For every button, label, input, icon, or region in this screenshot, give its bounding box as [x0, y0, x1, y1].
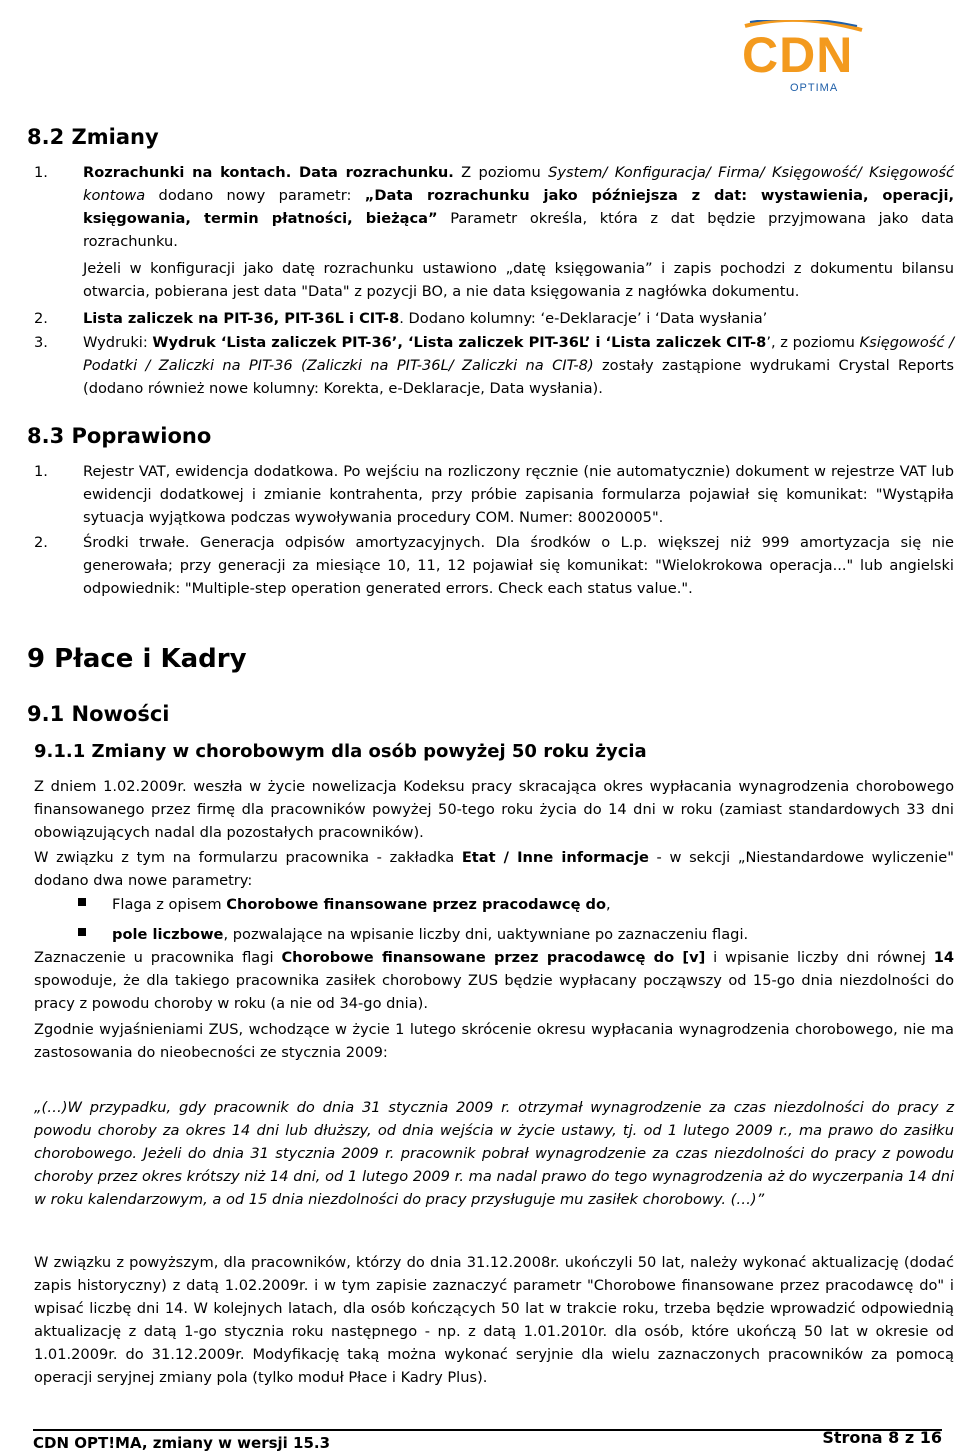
item-text: . Dodano kolumny: ‘e-Deklaracje’ i ‘Data wysłania’ [399, 310, 768, 327]
bullet-item-flaga [112, 893, 952, 916]
section-8-3-heading: 8.3 Poprawiono [27, 424, 212, 448]
bullet-icon [78, 898, 86, 906]
item-text: Wydruki: [83, 334, 153, 351]
logo-brand: CDN [742, 27, 854, 83]
field-name: pole liczbowe [112, 926, 224, 943]
paragraph-zus: Zgodnie wyjaśnieniami ZUS, wchodzące w życie 1 lutego skrócenie okresu wypłacania wynagrodzenia chorobowego, nie ma zastosowania do nieobecności ze stycznia 2009: [34, 1021, 954, 1061]
bullet-text: , pozwalające na wpisanie liczby dni, uaktywniane po zaznaczeniu flagi. [223, 926, 749, 943]
paragraph-formularz [34, 846, 954, 892]
para-text: - w sekcji „Niestandardowe wyliczenie" dodano dwa nowe parametry: [34, 849, 954, 889]
paragraph-aktualizacja: W związku z powyższym, dla pracowników, którzy do dnia 31.12.2008r. ukończyli 50 lat, należy wykonać aktualizację (dodać zapis historyczny) z datą 1.02.2009r. i w tym zapisie zaznaczyć parametr "Chorobowe finansowane przez pracodawcę do" i wpisać liczbę dni 14. W kolejnych latach, dla osób kończących 50 lat w trakcie roku, trzeba będzie wprowadzić odpowiednią aktualizację z datą 1-go stycznia roku następnego - np. z datą 1.01.2010r. dla osób, które ukończą 50 lat w okresie od 1.01.2009r. do 31.12.2009r. Modyfikację taką można wykonać seryjnie dla wielu zaznaczonych pracowników za pomocą operacji seryjnej zmiany pola (tylko moduł Płace i Kadry Plus). [34, 1254, 954, 1386]
menu-path: Księgowość / Podatki / Zaliczki na PIT-36 (Zaliczki na PIT-36L/ Zaliczki na CIT-8) [83, 334, 954, 374]
footer-product-version: CDN OPT!MA, zmiany w wersji 15.3 [33, 1434, 331, 1452]
footer-divider [33, 1429, 942, 1431]
item-text: Parametr określa, która z dat będzie przyjmowana jako data rozrachunku. [83, 210, 954, 250]
list-item-rozrachunki [83, 161, 954, 253]
list-number: 3. [34, 334, 48, 351]
bullet-text: , [606, 896, 611, 913]
list-item-wydruki [83, 331, 954, 400]
list-number: 2. [34, 310, 48, 327]
paragraph-bo-note: Jeżeli w konfiguracji jako datę rozrachunku ustawiono „datę księgowania” i zapis pochodzi z dokumentu bilansu otwarcia, pobierana jest data "Data" z pozycji BO, a nie data księgowania z nagłówka dokumentu. [83, 260, 954, 300]
report-names: Wydruk ‘Lista zaliczek PIT-36’, ‘Lista zaliczek PIT-36L’ i ‘Lista zaliczek CIT-8 [152, 334, 767, 351]
list-number: 1. [34, 164, 48, 181]
bullet-item-pole [112, 923, 952, 946]
days-value: 14 [933, 949, 954, 966]
footer-page-number: Strona 8 z 16 [822, 1428, 942, 1447]
list-number: 2. [34, 534, 48, 551]
item-text: dodano nowy parametr: [145, 187, 365, 204]
cdn-optima-logo [742, 20, 867, 100]
quote-zus: „(…)W przypadku, gdy pracownik do dnia 31 stycznia 2009 r. otrzymał wynagrodzenie za czas niezdolności do pracy z powodu choroby za okres 14 dni lub dłuższy, od dnia wejścia w życie ustawy, tj. od 1 lutego 2009 r., ma prawo do zasiłku chorobowego. Jeżeli do dnia 31 stycznia 2009 r. pracownik pobrał wynagrodzenie za czas niezdolności do pracy z powodu choroby przez okres krótszy niż 14 dni, od 1 lutego 2009 r. ma nadal prawo do tego wynagrodzenia aż do wyczerpania 14 dni w roku kalendarzowym, a od 15 dnia niezdolności do pracy przysługuje mu zasiłek chorobowy. (…)” [34, 1099, 954, 1208]
paragraph-nowelizacja: Z dniem 1.02.2009r. weszła w życie nowelizacja Kodeksu pracy skracająca okres wypłacania wynagrodzenia chorobowego finansowanego przez firmę dla pracowników powyżej 50-tego roku życia do 14 dni w roku (zamiast standardowych 33 dni obowiązujących nadal dla pozostałych pracowników). [34, 778, 954, 841]
bullet-icon [78, 928, 86, 936]
chapter-9-heading: 9 Płace i Kadry [27, 644, 247, 674]
section-9-1-heading: 9.1 Nowości [27, 702, 170, 726]
flag-name: Chorobowe finansowane przez pracodawcę do [226, 896, 607, 913]
logo-sub: OPTIMA [790, 82, 839, 94]
menu-path: System/ Konfiguracja/ Firma/ Księgowość/ Księgowość kontowa [83, 164, 954, 204]
para-text: i wpisanie liczby dni równej [705, 949, 934, 966]
paragraph-zaznaczenie [34, 946, 954, 1015]
subsection-9-1-1-heading: 9.1.1 Zmiany w chorobowym dla osób powyżej 50 roku życia [34, 741, 647, 762]
item-text: ’, z poziomu [766, 334, 860, 351]
para-text: Zaznaczenie u pracownika flagi [34, 949, 282, 966]
item-text: Z poziomu [453, 164, 549, 181]
para-text: W związku z tym na formularzu pracownika - zakładka [34, 849, 462, 866]
parameter-name: „Data rozrachunku jako późniejsza z dat: wystawienia, operacji, księgowania, termin płatności, bieżąca” [83, 187, 954, 227]
bullet-text: Flaga z opisem [112, 896, 227, 913]
list-item-srodki-trwale: Środki trwałe. Generacja odpisów amortyzacyjnych. Dla środków o L.p. większej niż 999 amortyzacja się nie generowała; przy generacji za miesiące 10, 11, 12 pojawiał się komunikat: "Wielokrokowa operacja..." lub angielski odpowiednik: "Multiple-step operation generated errors. Check each status value.". [83, 534, 954, 597]
item-text: zostały zastąpione wydrukami Crystal Reports (dodano również nowe kolumny: Korekta, e-Deklaracje, Data wysłania). [83, 357, 954, 397]
list-item-rejestr-vat: Rejestr VAT, ewidencja dodatkowa. Po wejściu na rozliczony ręcznie (nie automatycznie) dokument w rejestrze VAT lub ewidencji dodatkowej i zmianie kontrahenta, przy próbie zapisania formularza pojawiał się komunikat: "Wystąpiła sytuacja wyjątkowa podczas wywoływania procedury COM. Numer: 80020005". [83, 463, 954, 526]
para-text: spowoduje, że dla takiego pracownika zasiłek chorobowy ZUS będzie wypłacany począwszy od 15-go dnia niezdolności do pracy z powodu choroby w roku (a nie od 34-go dnia). [34, 972, 954, 1012]
item-title: Rozrachunki na kontach. Data rozrachunku. [83, 164, 454, 181]
section-8-2-heading: 8.2 Zmiany [27, 125, 159, 149]
tab-name: Etat / Inne informacje [461, 849, 649, 866]
flag-name: Chorobowe finansowane przez pracodawcę do [v] [281, 949, 706, 966]
item-title: Lista zaliczek na PIT-36, PIT-36L i CIT-8 [83, 310, 400, 327]
list-number: 1. [34, 463, 48, 480]
list-item-lista-zaliczek [83, 307, 954, 330]
